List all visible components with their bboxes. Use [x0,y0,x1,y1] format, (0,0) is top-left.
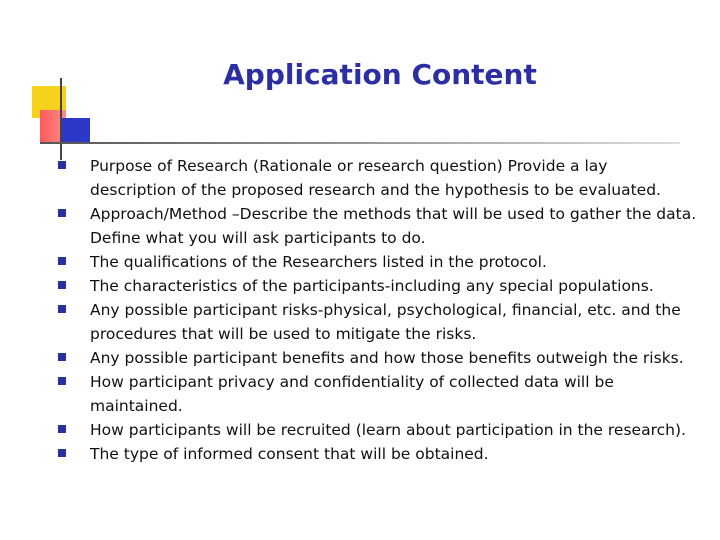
list-item-text: The type of informed consent that will be obtained. [90,445,489,463]
list-item-text: Purpose of Research (Rationale or research question) Provide a lay description of the proposed research and the hypothesis to be evaluated. [90,157,661,199]
square-bullet-icon [58,209,66,217]
square-bullet-icon [58,161,66,169]
square-bullet-icon [58,377,66,385]
title-divider-line [40,142,680,144]
list-item-text: How participant privacy and confidentiality of collected data will be maintained. [90,373,614,415]
list-item [58,346,698,370]
list-item-text: The characteristics of the participants-including any special populations. [90,277,654,295]
square-bullet-icon [58,353,66,361]
slide-title: Application Content [223,58,537,91]
list-item [58,202,698,250]
list-item-text: How participants will be recruited (learn about participation in the research). [90,421,686,439]
bullet-list [58,154,698,466]
list-item [58,442,698,466]
list-item [58,298,698,346]
list-item [58,418,698,442]
square-bullet-icon [58,449,66,457]
decorative-vertical-line [60,78,62,160]
list-item-text: Any possible participant benefits and how those benefits outweigh the risks. [90,349,684,367]
list-item [58,154,698,202]
decorative-blue-square [62,118,90,144]
list-item-text: The qualifications of the Researchers listed in the protocol. [90,253,547,271]
square-bullet-icon [58,425,66,433]
list-item [58,274,698,298]
square-bullet-icon [58,281,66,289]
list-item-text: Any possible participant risks-physical, psychological, financial, etc. and the procedures that will be used to mitigate the risks. [90,301,681,343]
list-item-text: Approach/Method –Describe the methods that will be used to gather the data. Define what you will ask participants to do. [90,205,697,247]
list-item [58,370,698,418]
square-bullet-icon [58,257,66,265]
square-bullet-icon [58,305,66,313]
list-item [58,250,698,274]
